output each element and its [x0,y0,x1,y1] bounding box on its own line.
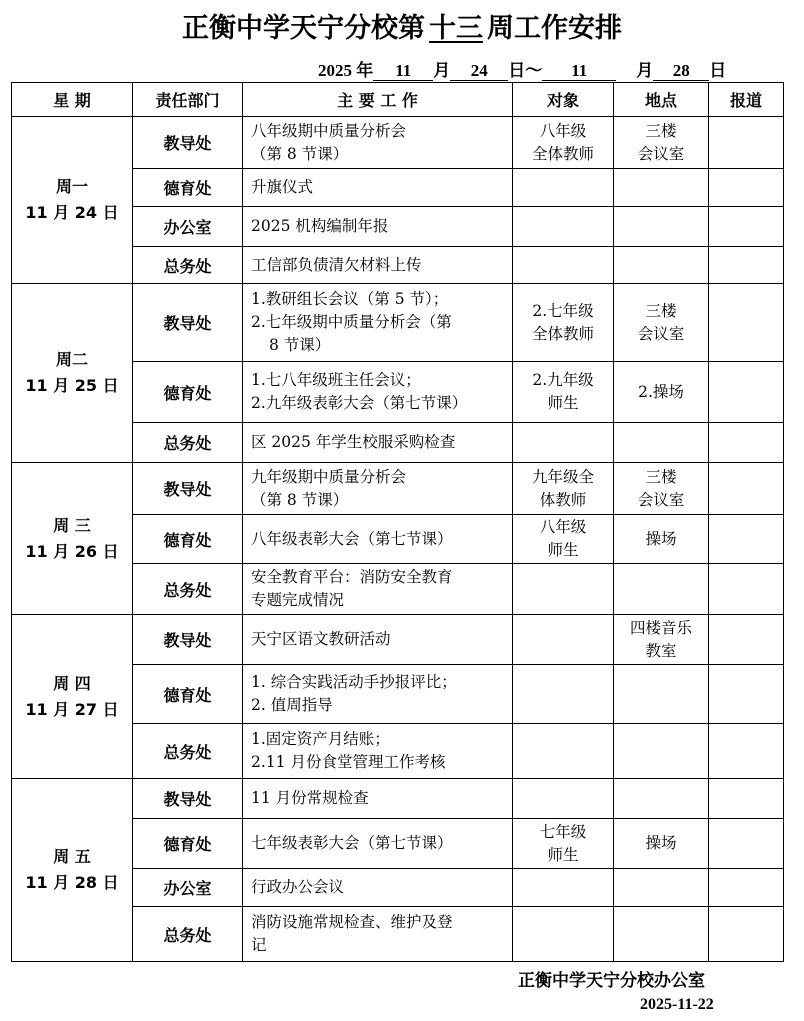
start-day: 24 [450,62,508,81]
day-date: 11 月 27 日 [25,699,119,719]
target-cell [513,869,614,907]
report-cell [709,284,784,362]
task-cell: 八年级表彰大会（第七节课） [243,515,513,564]
target-cell [513,665,614,724]
month-unit: 月 [433,61,451,80]
target-cell: 2.七年级 全体教师 [513,284,614,362]
dept-cell: 总务处 [133,423,243,463]
title-suffix: 周工作安排 [487,13,622,44]
target-cell: 七年级 师生 [513,819,614,869]
page-title [0,6,804,45]
task-cell: 1. 综合实践活动手抄报评比； 2. 值周指导 [243,665,513,724]
location-cell: 四楼音乐 教室 [614,615,709,665]
dept-cell: 德育处 [133,665,243,724]
dept-cell: 办公室 [133,207,243,247]
task-cell: 八年级期中质量分析会 （第 8 节课） [243,117,513,169]
header-task: 主 要 工 作 [243,83,513,117]
date-range [318,56,726,81]
dept-cell: 教导处 [133,463,243,515]
task-cell: 九年级期中质量分析会 （第 8 节课） [243,463,513,515]
table-row [12,463,784,515]
day-cell [12,615,133,779]
target-cell [513,564,614,615]
report-cell [709,724,784,779]
report-cell [709,463,784,515]
location-cell [614,423,709,463]
start-month: 11 [373,62,433,81]
target-cell: 九年级全 体教师 [513,463,614,515]
range-separator: 日～ [508,61,543,80]
location-cell: 2.操场 [614,362,709,423]
location-cell [614,169,709,207]
report-cell [709,907,784,962]
location-cell: 操场 [614,515,709,564]
day-unit: 日 [709,61,727,80]
table-row [12,615,784,665]
dept-cell: 总务处 [133,564,243,615]
dept-cell: 总务处 [133,247,243,284]
target-cell [513,247,614,284]
day-name: 周一 [55,177,88,196]
dept-cell: 德育处 [133,515,243,564]
report-cell [709,615,784,665]
target-cell [513,169,614,207]
header-report: 报道 [709,83,784,117]
task-cell: 安全教育平台：消防安全教育 专题完成情况 [243,564,513,615]
report-cell [709,819,784,869]
header-location: 地点 [614,83,709,117]
day-date: 11 月 24 日 [25,203,119,222]
table-header-row [12,83,784,117]
task-cell: 七年级表彰大会（第七节课） [243,819,513,869]
location-cell [614,665,709,724]
location-cell [614,779,709,819]
task-cell: 区 2025 年学生校服采购检查 [243,423,513,463]
task-cell: 11 月份常规检查 [243,779,513,819]
target-cell [513,615,614,665]
dept-cell: 德育处 [133,819,243,869]
day-date: 11 月 28 日 [25,873,119,892]
year-unit: 年 [356,61,374,80]
end-month: 11 [542,62,616,81]
target-cell: 八年级 全体教师 [513,117,614,169]
target-cell: 八年级 师生 [513,515,614,564]
header-day: 星 期 [12,83,133,117]
location-cell [614,247,709,284]
report-cell [709,869,784,907]
report-cell [709,423,784,463]
location-cell: 三楼 会议室 [614,117,709,169]
task-cell: 1.固定资产月结账； 2.11 月份食堂管理工作考核 [243,724,513,779]
report-cell [709,665,784,724]
task-cell: 升旗仪式 [243,169,513,207]
location-cell [614,207,709,247]
footer-office: 正衡中学天宁分校办公室 [518,971,705,991]
day-cell [12,284,133,463]
dept-cell: 教导处 [133,615,243,665]
location-cell: 操场 [614,819,709,869]
task-cell: 消防设施常规检查、维护及登 记 [243,907,513,962]
location-cell [614,907,709,962]
target-cell: 2.九年级 师生 [513,362,614,423]
location-cell: 三楼 会议室 [614,463,709,515]
day-name: 周 五 [53,847,91,866]
dept-cell: 总务处 [133,724,243,779]
task-cell: 1.七八年级班主任会议； 2.九年级表彰大会（第七节课） [243,362,513,423]
dept-cell: 教导处 [133,779,243,819]
table-row [12,779,784,819]
day-date: 11 月 26 日 [25,541,119,561]
report-cell [709,779,784,819]
header-target: 对象 [513,83,614,117]
task-cell: 2025 机构编制年报 [243,207,513,247]
report-cell [709,362,784,423]
dept-cell: 教导处 [133,117,243,169]
location-cell: 三楼 会议室 [614,284,709,362]
report-cell [709,207,784,247]
day-cell [12,779,133,962]
dept-cell: 德育处 [133,362,243,423]
report-cell [709,515,784,564]
day-cell [12,117,133,284]
title-prefix: 正衡中学天宁分校第 [182,13,425,44]
day-date: 11 月 25 日 [25,376,119,395]
table-row [12,284,784,362]
target-cell [513,724,614,779]
task-cell: 工信部负债清欠材料上传 [243,247,513,284]
footer-date: 2025-11-22 [640,996,714,1013]
task-cell: 天宁区语文教研活动 [243,615,513,665]
target-cell [513,779,614,819]
target-cell [513,423,614,463]
day-cell [12,463,133,615]
target-cell [513,907,614,962]
report-cell [709,247,784,284]
task-cell: 1.教研组长会议（第 5 节）； 2.七年级期中质量分析会（第 8 节课） [243,284,513,362]
end-day: 28 [653,62,709,81]
location-cell [614,564,709,615]
schedule-table [11,82,784,962]
location-cell [614,724,709,779]
dept-cell: 教导处 [133,284,243,362]
month-unit-2: 月 [636,61,654,80]
day-name: 周二 [55,350,88,369]
report-cell [709,564,784,615]
table-row [12,117,784,169]
report-cell [709,169,784,207]
location-cell [614,869,709,907]
header-dept: 责任部门 [133,83,243,117]
day-name: 周 四 [53,673,91,693]
dept-cell: 办公室 [133,869,243,907]
target-cell [513,207,614,247]
day-name: 周 三 [53,515,91,535]
report-cell [709,117,784,169]
task-cell: 行政办公会议 [243,869,513,907]
dept-cell: 总务处 [133,907,243,962]
year: 2025 [318,61,352,80]
title-week-number: 十三 [429,13,483,44]
dept-cell: 德育处 [133,169,243,207]
